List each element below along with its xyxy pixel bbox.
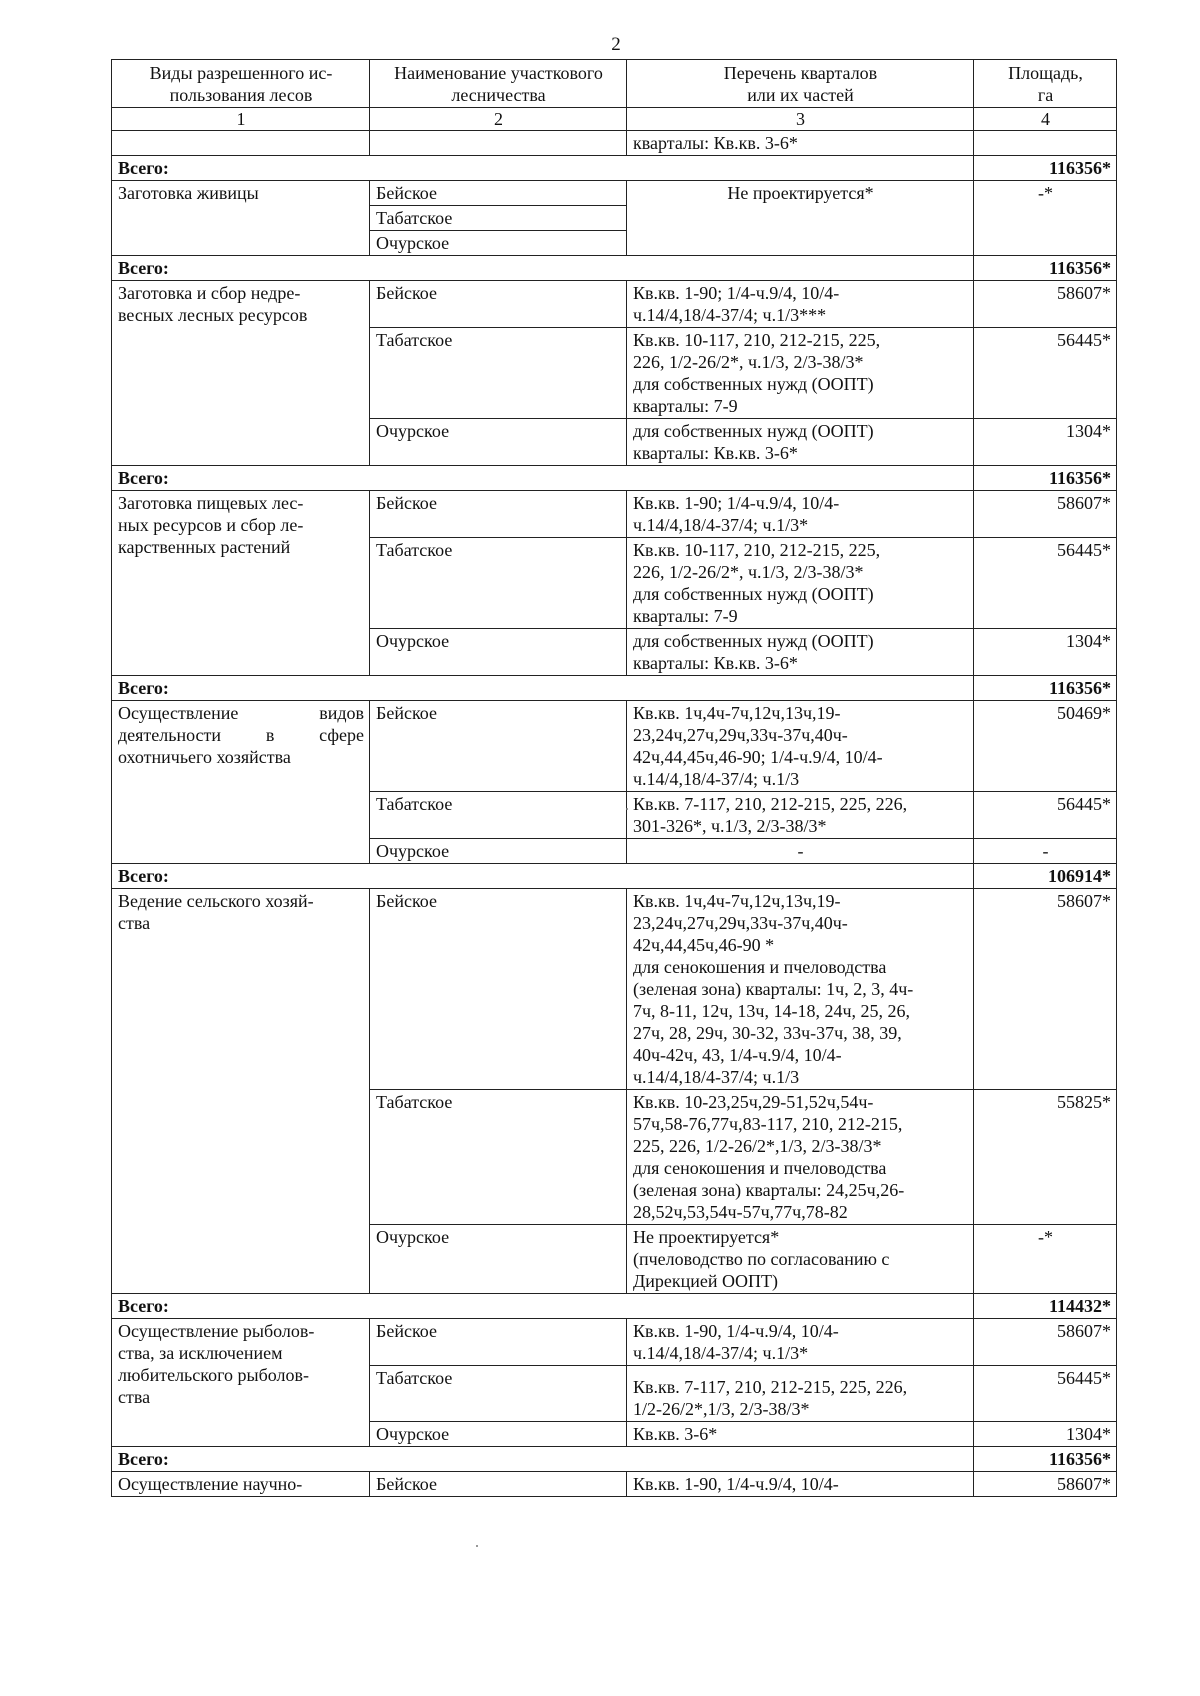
total-label: Всего:: [112, 156, 974, 181]
column-number: 4: [974, 108, 1117, 131]
total-area: 116356*: [974, 466, 1117, 491]
forestry-cell: Очурское: [370, 1225, 627, 1294]
forestry-cell: Табатское: [370, 792, 627, 839]
quarters-cell: Кв.кв. 7-117, 210, 212-215, 225, 226, 1/2-26/2*,1/3, 2/3-38/3*: [627, 1366, 974, 1422]
forestry-cell: [370, 131, 627, 156]
total-row: [112, 466, 1117, 491]
table-row: [112, 889, 1117, 1090]
quarters-cell: Кв.кв. 10-117, 210, 212-215, 225, 226, 1/2-26/2*, ч.1/3, 2/3-38/3* для собственных нужд (ООПТ) кварталы: 7-9: [627, 538, 974, 629]
quarters-cell: Кв.кв. 10-117, 210, 212-215, 225, 226, 1/2-26/2*, ч.1/3, 2/3-38/3* для собственных нужд (ООПТ) кварталы: 7-9: [627, 328, 974, 419]
area-cell: 50469*: [974, 701, 1117, 792]
area-cell: 58607*: [974, 1472, 1117, 1497]
quarters-cell: -: [627, 839, 974, 864]
forestry-cell: Очурское: [370, 839, 627, 864]
total-area: 116356*: [974, 1447, 1117, 1472]
forestry-cell: Очурское: [370, 231, 627, 256]
total-area: 106914*: [974, 864, 1117, 889]
quarters-cell: кварталы: Кв.кв. 3-6*: [627, 131, 974, 156]
column-number: 2: [370, 108, 627, 131]
forestry-cell: Бейское: [370, 1319, 627, 1366]
table-row: [112, 131, 1117, 156]
forestry-cell: Табатское: [370, 538, 627, 629]
total-area: 116356*: [974, 256, 1117, 281]
column-number: 1: [112, 108, 370, 131]
quarters-cell: для собственных нужд (ООПТ) кварталы: Кв.кв. 3-6*: [627, 419, 974, 466]
total-row: [112, 864, 1117, 889]
area-cell: 56445*: [974, 328, 1117, 419]
area-cell: 56445*: [974, 1366, 1117, 1422]
quarters-cell: Кв.кв. 1-90; 1/4-ч.9/4, 10/4- ч.14/4,18/4-37/4; ч.1/3*: [627, 491, 974, 538]
area-cell: 58607*: [974, 1319, 1117, 1366]
scan-speck: [626, 808, 628, 810]
forestry-cell: Бейское: [370, 889, 627, 1090]
column-number-row: [112, 108, 1117, 131]
use-type-cell: Заготовка пищевых лес- ных ресурсов и сбор ле- карственных растений: [112, 491, 370, 676]
total-area: 116356*: [974, 156, 1117, 181]
quarters-cell: Кв.кв. 1ч,4ч-7ч,12ч,13ч,19- 23,24ч,27ч,29ч,33ч-37ч,40ч- 42ч,44,45ч,46-90; 1/4-ч.9/4, 10/4- ч.14/4,18/4-37/4; ч.1/3: [627, 701, 974, 792]
area-cell: -*: [974, 1225, 1117, 1294]
forestry-cell: Бейское: [370, 1472, 627, 1497]
total-row: [112, 1447, 1117, 1472]
table-row: [112, 1319, 1117, 1366]
quarters-cell: Кв.кв. 1-90, 1/4-ч.9/4, 10/4-: [627, 1472, 974, 1497]
area-cell: 55825*: [974, 1090, 1117, 1225]
table-row: [112, 1472, 1117, 1497]
use-type-cell: Ведение сельского хозяй- ства: [112, 889, 370, 1294]
quarters-cell: Кв.кв. 10-23,25ч,29-51,52ч,54ч- 57ч,58-76,77ч,83-117, 210, 212-215, 225, 226, 1/2-26/2*,1/3, 2/3-38/3* для сенокошения и пчеловодства (зеленая зона) кварталы: 24,25ч,26- 28,52ч,53,54ч-57ч,77ч,78-82: [627, 1090, 974, 1225]
table-row: [112, 491, 1117, 538]
area-cell: 58607*: [974, 889, 1117, 1090]
use-type-cell: Заготовка живицы: [112, 181, 370, 256]
use-type-cell: [112, 131, 370, 156]
area-cell: [974, 131, 1117, 156]
header-area: Площадь, га: [974, 60, 1117, 108]
area-cell: 1304*: [974, 629, 1117, 676]
forestry-cell: Бейское: [370, 491, 627, 538]
total-area: 114432*: [974, 1294, 1117, 1319]
forestry-cell: Очурское: [370, 419, 627, 466]
table-row: [112, 181, 1117, 206]
use-type-cell: Заготовка и сбор недре- весных лесных ресурсов: [112, 281, 370, 466]
forestry-cell: Табатское: [370, 328, 627, 419]
total-label: Всего:: [112, 1294, 974, 1319]
quarters-cell: Кв.кв. 1-90, 1/4-ч.9/4, 10/4- ч.14/4,18/4-37/4; ч.1/3*: [627, 1319, 974, 1366]
forestry-cell: Бейское: [370, 281, 627, 328]
table-row: [112, 281, 1117, 328]
area-cell: -: [974, 839, 1117, 864]
header-use-type: Виды разрешенного ис- пользования лесов: [112, 60, 370, 108]
quarters-cell: Кв.кв. 1-90; 1/4-ч.9/4, 10/4- ч.14/4,18/4-37/4; ч.1/3***: [627, 281, 974, 328]
total-label: Всего:: [112, 1447, 974, 1472]
header-forestry: Наименование участкового лесничества: [370, 60, 627, 108]
area-cell: -*: [974, 181, 1117, 256]
area-cell: 58607*: [974, 281, 1117, 328]
total-row: [112, 256, 1117, 281]
forest-use-table: [111, 59, 1117, 1497]
total-label: Всего:: [112, 466, 974, 491]
quarters-cell: Не проектируется* (пчеловодство по согласованию с Дирекцией ООПТ): [627, 1225, 974, 1294]
table-row: [112, 701, 1117, 792]
forestry-cell: Бейское: [370, 701, 627, 792]
total-row: [112, 676, 1117, 701]
forestry-cell: Очурское: [370, 629, 627, 676]
forestry-cell: Табатское: [370, 1090, 627, 1225]
forestry-cell: Табатское: [370, 206, 627, 231]
column-number: 3: [627, 108, 974, 131]
quarters-cell: Кв.кв. 1ч,4ч-7ч,12ч,13ч,19- 23,24ч,27ч,29ч,33ч-37ч,40ч- 42ч,44,45ч,46-90 * для сенокошения и пчеловодства (зеленая зона) кварталы: 1ч, 2, 3, 4ч- 7ч, 8-11, 12ч, 13ч, 14-18, 24ч, 25, 26, 27ч, 28, 29ч, 30-32, 33ч-37ч, 38, 39, 40ч-42ч, 43, 1/4-ч.9/4, 10/4- ч.14/4,18/4-37/4; ч.1/3: [627, 889, 974, 1090]
scan-speck: [476, 1545, 478, 1547]
quarters-cell: Не проектируется*: [627, 181, 974, 256]
header-quarters: Перечень кварталов или их частей: [627, 60, 974, 108]
area-cell: 1304*: [974, 1422, 1117, 1447]
total-label: Всего:: [112, 256, 974, 281]
area-cell: 56445*: [974, 792, 1117, 839]
forestry-cell: Бейское: [370, 181, 627, 206]
forestry-cell: Табатское: [370, 1366, 627, 1422]
use-type-cell: Осуществление научно-: [112, 1472, 370, 1497]
use-type-cell: Осуществление видов деятельности в сфере охотничьего хозяйства: [112, 701, 370, 864]
quarters-cell: Кв.кв. 7-117, 210, 212-215, 225, 226, 301-326*, ч.1/3, 2/3-38/3*: [627, 792, 974, 839]
header-row: [112, 60, 1117, 108]
area-cell: 1304*: [974, 419, 1117, 466]
total-label: Всего:: [112, 676, 974, 701]
quarters-cell: для собственных нужд (ООПТ) кварталы: Кв.кв. 3-6*: [627, 629, 974, 676]
total-row: [112, 1294, 1117, 1319]
page-number: 2: [611, 34, 621, 55]
use-type-cell: Осуществление рыболов- ства, за исключением любительского рыболов- ства: [112, 1319, 370, 1447]
area-cell: 56445*: [974, 538, 1117, 629]
total-area: 116356*: [974, 676, 1117, 701]
total-label: Всего:: [112, 864, 974, 889]
forestry-cell: Очурское: [370, 1422, 627, 1447]
total-row: [112, 156, 1117, 181]
area-cell: 58607*: [974, 491, 1117, 538]
quarters-cell: Кв.кв. 3-6*: [627, 1422, 974, 1447]
